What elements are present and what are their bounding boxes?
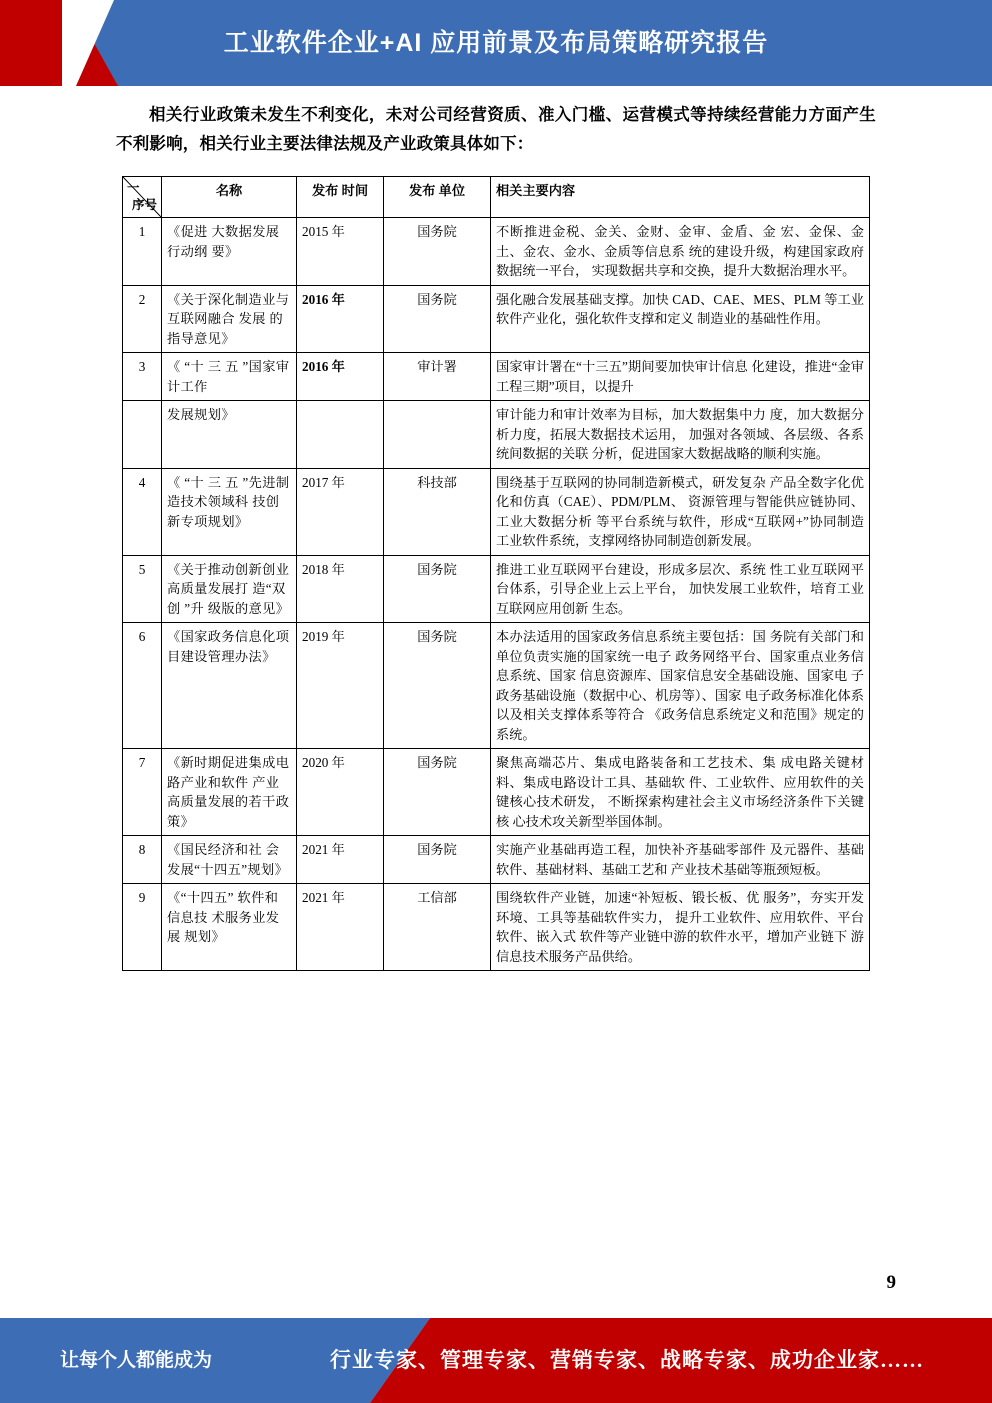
table-row <box>123 555 870 623</box>
row-name: 《“十四五” 软件和信息技 术服务业发展 规划》 <box>162 884 297 971</box>
header-cell-org: 发布 单位 <box>384 177 491 218</box>
row-date: 2020 年 <box>297 749 384 836</box>
row-date <box>297 401 384 469</box>
row-org: 国务院 <box>384 285 491 353</box>
page-number: 9 <box>886 1272 896 1293</box>
table-row <box>123 884 870 971</box>
table-row <box>123 749 870 836</box>
row-date: 2017 年 <box>297 468 384 555</box>
row-org <box>384 401 491 469</box>
row-date: 2021 年 <box>297 836 384 884</box>
table-row <box>123 285 870 353</box>
row-name: 《 “十 三 五 ”国家审计工作 <box>162 353 297 401</box>
row-content: 实施产业基础再造工程，加快补齐基础零部件 及元器件、基础软件、基础材料、基础工艺和 产业技术基础等瓶颈短板。 <box>491 836 870 884</box>
row-date: 2015 年 <box>297 218 384 286</box>
row-name: 《国民经济和社 会发展“十四五”规划》 <box>162 836 297 884</box>
row-name: 发展规划》 <box>162 401 297 469</box>
table-row <box>123 836 870 884</box>
row-index: 3 <box>123 353 162 401</box>
row-index: 5 <box>123 555 162 623</box>
row-name: 《关于深化制造业与互联网融合 发展 的指导意见》 <box>162 285 297 353</box>
row-content: 不断推进金税、金关、金财、金审、金盾、金 宏、金保、金土、金农、金水、金质等信息系 统的建设升级，构建国家政府数据统一平台， 实现数据共享和交换，提升大数据治理水平。 <box>491 218 870 286</box>
row-org: 工信部 <box>384 884 491 971</box>
row-content: 强化融合发展基础支撑。加快 CAD、CAE、MES、PLM 等工业软件产业化，强化软件支撑和定义 制造业的基础性作用。 <box>491 285 870 353</box>
row-date: 2018 年 <box>297 555 384 623</box>
row-index: 9 <box>123 884 162 971</box>
footer-slogan-left: 让每个人都能成为 <box>60 1350 213 1371</box>
table-header-row <box>123 177 870 218</box>
row-index: 6 <box>123 623 162 749</box>
row-date: 2021 年 <box>297 884 384 971</box>
policy-table-head <box>123 177 870 218</box>
header-cell-name: 名称 <box>162 177 297 218</box>
row-name: 《关于推动创新创业高质量发展打 造“双创 ”升 级版的意见》 <box>162 555 297 623</box>
header-cell-date: 发布 时间 <box>297 177 384 218</box>
row-org: 国务院 <box>384 555 491 623</box>
intro-paragraph: 相关行业政策未发生不利变化，未对公司经营资质、准入门槛、运营模式等持续经营能力方面产生不利影响，相关行业主要法律法规及产业政策具体如下： <box>116 105 876 153</box>
row-name: 《促进 大数据发展行动纲 要》 <box>162 218 297 286</box>
row-index: 7 <box>123 749 162 836</box>
row-name: 《国家政务信息化项目建设管理办法》 <box>162 623 297 749</box>
row-org: 科技部 <box>384 468 491 555</box>
row-date: 2019 年 <box>297 623 384 749</box>
row-name: 《 “十 三 五 ”先进制造技术领域科 技创新专项规划》 <box>162 468 297 555</box>
row-index: 2 <box>123 285 162 353</box>
row-content: 本办法适用的国家政务信息系统主要包括：国 务院有关部门和单位负责实施的国家统一电子 政务网络平台、国家重点业务信息系统、国家 信息资源库、国家信息安全基础设施、国家电 子政务基础设施（数据中心、机房等）、国家 电子政务标准化体系以及相关支撑体系等符合 《政务信息系统定义和范围》规定的系统。 <box>491 623 870 749</box>
header-corner-top: 一 <box>127 181 140 195</box>
row-date: 2016 年 <box>297 285 384 353</box>
row-content: 聚焦高端芯片、集成电路装备和工艺技术、集 成电路关键材料、集成电路设计工具、基础软 件、工业软件、应用软件的关键核心技术研发， 不断探索构建社会主义市场经济条件下关键核 心技术攻关新型举国体制。 <box>491 749 870 836</box>
header-cell-content: 相关主要内容 <box>491 177 870 218</box>
row-org: 审计署 <box>384 353 491 401</box>
document-body <box>0 100 992 971</box>
row-org: 国务院 <box>384 623 491 749</box>
table-row <box>123 218 870 286</box>
row-index: 1 <box>123 218 162 286</box>
row-date: 2016 年 <box>297 353 384 401</box>
page-header <box>0 0 992 86</box>
row-org: 国务院 <box>384 218 491 286</box>
row-org: 国务院 <box>384 836 491 884</box>
page-footer <box>0 1318 992 1403</box>
row-content: 围绕基于互联网的协同制造新模式，研发复杂 产品全数字化优化和仿真（CAE）、PDM/PLM、 资源管理与智能供应链协同、工业大数据分析 等平台系统与软件，形成“互联网+”协同制造 工业软件系统，支撑网络协同制造创新发展。 <box>491 468 870 555</box>
footer-slogan-right: 行业专家、管理专家、营销专家、战略专家、成功企业家…… <box>330 1348 924 1372</box>
row-index: 4 <box>123 468 162 555</box>
row-index <box>123 401 162 469</box>
table-row <box>123 353 870 401</box>
row-org: 国务院 <box>384 749 491 836</box>
header-corner-bottom: 序号 <box>131 197 157 212</box>
header-cell-index <box>123 177 162 218</box>
row-content: 国家审计署在“十三五”期间要加快审计信息 化建设，推进“金审工程三期”项目，以提升 <box>491 353 870 401</box>
policy-table <box>122 176 870 971</box>
row-content: 围绕软件产业链，加速“补短板、锻长板、优 服务”，夯实开发环境、工具等基础软件实力， 提升工业软件、应用软件、平台软件、嵌入式 软件等产业链中游的软件水平，增加产业链下 游信息技术服务产品供给。 <box>491 884 870 971</box>
row-content: 推进工业互联网平台建设，形成多层次、系统 性工业互联网平台体系，引导企业上云上平台， 加快发展工业软件，培育工业互联网应用创新 生态。 <box>491 555 870 623</box>
row-name: 《新时期促进集成电路产业和软件 产业高质量发展的若干政策》 <box>162 749 297 836</box>
row-index: 8 <box>123 836 162 884</box>
policy-table-body <box>123 218 870 971</box>
table-row <box>123 623 870 749</box>
table-row <box>123 401 870 469</box>
policy-table-wrapper <box>122 176 870 971</box>
report-title: 工业软件企业+AI 应用前景及布局策略研究报告 <box>223 29 769 57</box>
row-content: 审计能力和审计效率为目标，加大数据集中力 度，加大数据分析力度，拓展大数据技术运用， 加强对各领域、各层级、各系统间数据的关联 分析，促进国家大数据战略的顺利实施。 <box>491 401 870 469</box>
table-row <box>123 468 870 555</box>
